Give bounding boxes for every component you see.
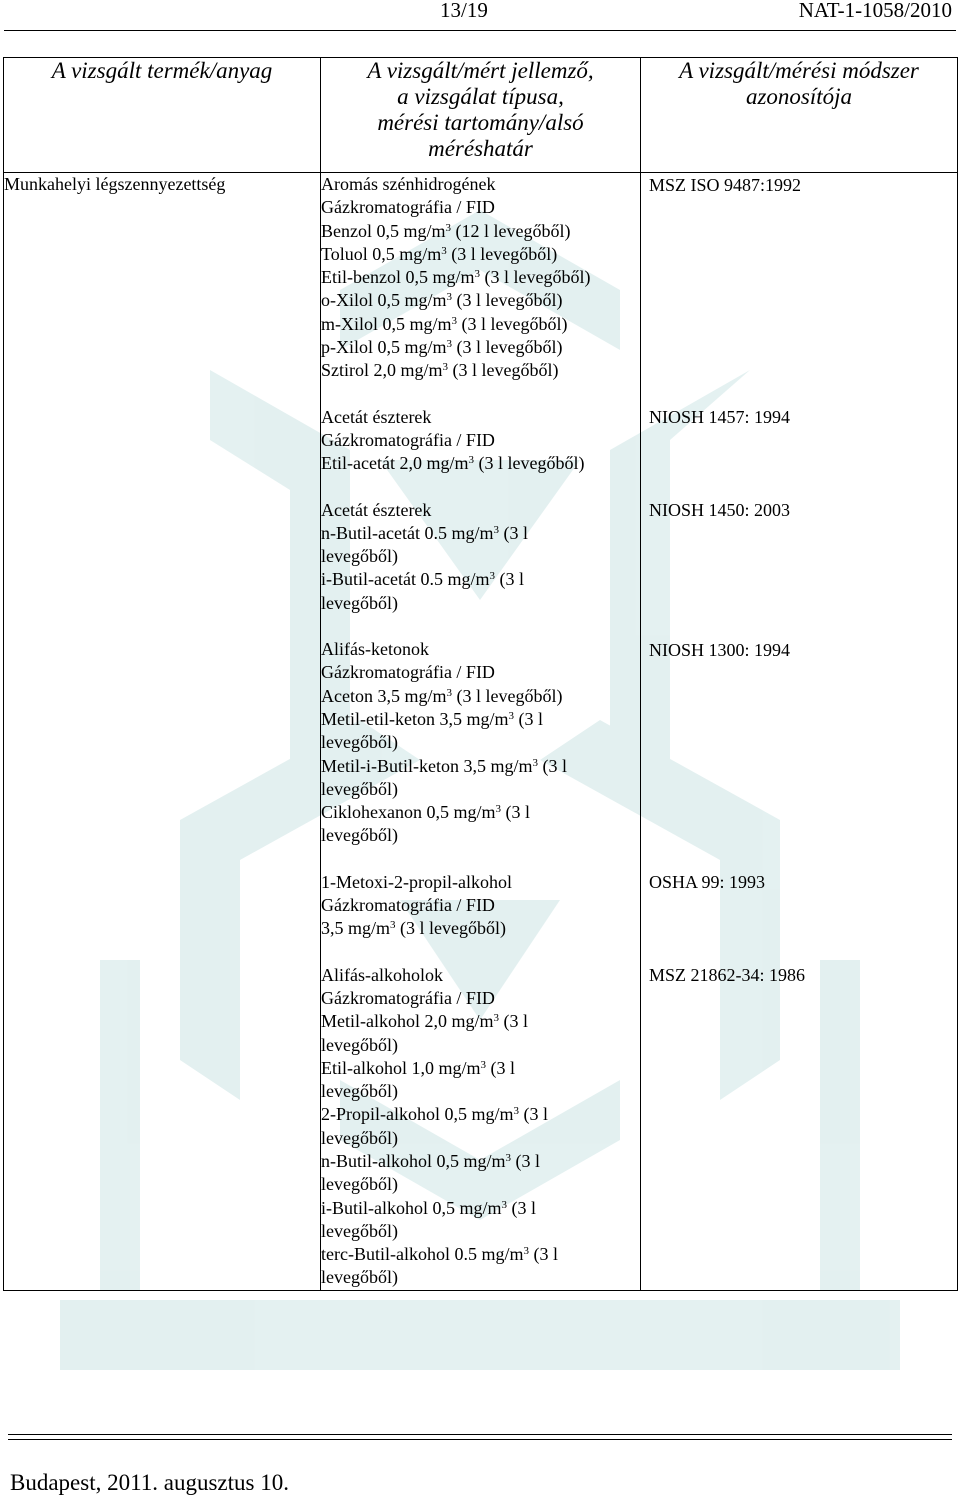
- characteristic-line: Gázkromatográfia / FID: [321, 197, 495, 218]
- characteristic-line: Etil-acetát 2,0 $mg/m^3$ (3 l levegőből): [321, 453, 585, 474]
- characteristic-entry: [321, 173, 640, 383]
- document-id: NAT-1-1058/2010: [798, 0, 952, 22]
- characteristic-line: levegőből): [321, 778, 398, 799]
- column-header-product: A vizsgált termék/anyag: [4, 58, 321, 173]
- methods-cell: [641, 173, 958, 1291]
- characteristic-line: levegőből): [321, 592, 398, 613]
- characteristic-line: terc-Butil-alkohol 0.5 $mg/m^3$ (3 l: [321, 1244, 558, 1265]
- characteristic-line: i-Butil-alkohol 0,5 $mg/m^3$ (3 l: [321, 1197, 536, 1218]
- characteristic-entry: [321, 638, 640, 848]
- accreditation-table: [3, 57, 958, 1291]
- characteristic-line: Ciklohexanon 0,5 $mg/m^3$ (3 l: [321, 802, 530, 823]
- characteristic-line: m-Xilol 0,5 $mg/m^3$ (3 l levegőből): [321, 313, 568, 334]
- characteristic-line: Etil-benzol 0,5 $mg/m^3$ (3 l levegőből): [321, 267, 591, 288]
- column-header-method: A vizsgált/mérési módszer azonosítója: [641, 58, 958, 173]
- characteristic-line: Metil-alkohol 2,0 $mg/m^3$ (3 l: [321, 1011, 528, 1032]
- header-rule: [4, 30, 956, 31]
- characteristic-line: levegőből): [321, 1034, 398, 1055]
- column-header-characteristic: A vizsgált/mért jellemző, a vizsgálat típusa, mérési tartomány/alsó méréshatár: [321, 58, 641, 173]
- characteristic-line: Acetát észterek: [321, 499, 432, 520]
- characteristic-line: 3,5 $mg/m^3$ (3 l levegőből): [321, 918, 506, 939]
- characteristic-line: Toluol 0,5 $mg/m^3$ (3 l levegőből): [321, 243, 558, 264]
- method-id: MSZ 21862-34: 1986: [649, 965, 806, 986]
- characteristic-line: Gázkromatográfia / FID: [321, 895, 495, 916]
- characteristic-line: Aromás szénhidrogének: [321, 174, 496, 194]
- characteristic-line: p-Xilol 0,5 $mg/m^3$ (3 l levegőből): [321, 337, 563, 358]
- method-id: NIOSH 1457: 1994: [649, 407, 791, 428]
- characteristics-cell: [321, 173, 641, 1291]
- characteristic-entry: [321, 499, 640, 615]
- characteristic-line: Gázkromatográfia / FID: [321, 987, 495, 1008]
- characteristic-line: n-Butil-alkohol 0,5 $mg/m^3$ (3 l: [321, 1150, 540, 1171]
- footer-date: Budapest, 2011. augusztus 10.: [10, 1470, 289, 1495]
- characteristic-line: levegőből): [321, 1127, 398, 1148]
- method-id: NIOSH 1300: 1994: [649, 639, 791, 660]
- page-header: [0, 0, 960, 24]
- characteristic-line: Sztirol 2,0 $mg/m^3$ (3 l levegőből): [321, 360, 559, 381]
- characteristic-line: levegőből): [321, 1081, 398, 1102]
- method-id: OSHA 99: 1993: [649, 872, 766, 893]
- characteristic-entry: [321, 964, 640, 1290]
- characteristic-line: Metil-i-Butil-keton 3,5 $mg/m^3$ (3 l: [321, 755, 567, 776]
- characteristic-line: n-Butil-acetát 0.5 $mg/m^3$ (3 l: [321, 522, 528, 543]
- characteristic-line: Acetát észterek: [321, 406, 432, 427]
- footer-rule: [8, 1434, 952, 1440]
- characteristic-line: i-Butil-acetát 0.5 $mg/m^3$ (3 l: [321, 569, 524, 590]
- characteristic-line: Aceton 3,5 $mg/m^3$ (3 l levegőből): [321, 685, 563, 706]
- method-id: NIOSH 1450: 2003: [649, 500, 791, 521]
- page-number: 13/19: [440, 0, 488, 22]
- method-id: MSZ ISO 9487:1992: [649, 174, 802, 195]
- characteristic-line: Metil-etil-keton 3,5 $mg/m^3$ (3 l: [321, 708, 543, 729]
- characteristic-line: 2-Propil-alkohol 0,5 $mg/m^3$ (3 l: [321, 1104, 548, 1125]
- characteristic-entry: [321, 871, 640, 941]
- characteristic-line: levegőből): [321, 732, 398, 753]
- characteristic-line: levegőből): [321, 1267, 398, 1288]
- characteristic-line: levegőből): [321, 1174, 398, 1195]
- characteristic-line: levegőből): [321, 546, 398, 567]
- characteristic-line: Gázkromatográfia / FID: [321, 662, 495, 683]
- table-row: [4, 173, 958, 1291]
- table-header-row: [4, 58, 958, 173]
- characteristic-line: Gázkromatográfia / FID: [321, 429, 495, 450]
- characteristic-line: Alifás-alkoholok: [321, 964, 443, 985]
- characteristic-line: 1-Metoxi-2-propil-alkohol: [321, 871, 512, 892]
- product-cell: [4, 173, 321, 1291]
- characteristic-line: Alifás-ketonok: [321, 639, 429, 660]
- characteristic-line: o-Xilol 0,5 $mg/m^3$ (3 l levegőből): [321, 290, 563, 311]
- product-name: Munkahelyi légszennyezettség: [4, 174, 226, 194]
- characteristic-entry: [321, 406, 640, 476]
- characteristic-line: levegőből): [321, 825, 398, 846]
- characteristic-line: levegőből): [321, 1220, 398, 1241]
- characteristic-line: Benzol 0,5 $mg/m^3$ (12 l levegőből): [321, 220, 571, 241]
- characteristic-line: Etil-alkohol 1,0 $mg/m^3$ (3 l: [321, 1057, 515, 1078]
